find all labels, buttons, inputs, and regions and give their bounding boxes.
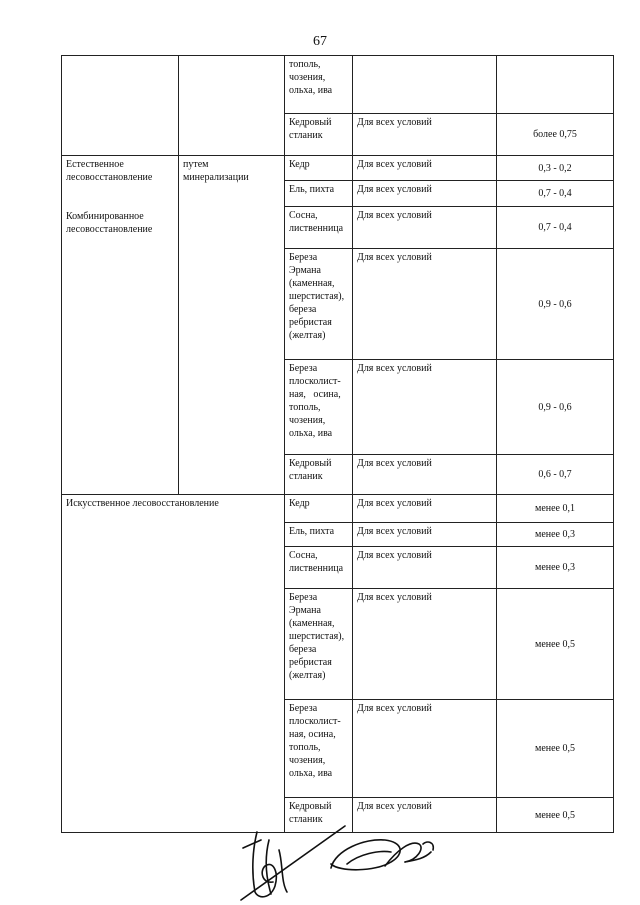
condition-cell-empty bbox=[353, 56, 497, 114]
value-cell: менее 0,5 bbox=[497, 798, 614, 833]
value-cell: менее 0,5 bbox=[497, 589, 614, 700]
condition-cell: Для всех условий bbox=[353, 156, 497, 181]
condition-cell: Для всех условий bbox=[353, 360, 497, 455]
value-cell: 0,9 - 0,6 bbox=[497, 360, 614, 455]
value-cell-empty bbox=[497, 56, 614, 114]
handwritten-signature bbox=[235, 820, 465, 905]
species-cell bbox=[285, 56, 353, 114]
species-line: чозения, bbox=[289, 755, 326, 766]
method-cell-artificial: Искусственное лесовосстановление bbox=[62, 495, 285, 833]
submethod-line: минерализации bbox=[183, 172, 249, 183]
species-cell bbox=[285, 249, 353, 360]
submethod-cell bbox=[179, 156, 285, 495]
species-line: Береза bbox=[289, 703, 318, 714]
value-cell: менее 0,3 bbox=[497, 547, 614, 589]
species-cell bbox=[285, 181, 353, 207]
value-cell: 0,7 - 0,4 bbox=[497, 207, 614, 249]
species-cell bbox=[285, 589, 353, 700]
species-line: тополь, bbox=[289, 402, 321, 413]
species-line: ольха, ива bbox=[289, 768, 333, 779]
species-line: Береза bbox=[289, 363, 318, 374]
value-cell: менее 0,5 bbox=[497, 700, 614, 798]
reforestation-table bbox=[61, 55, 614, 833]
table-row bbox=[62, 156, 614, 181]
method-line: Естественное bbox=[66, 159, 124, 170]
condition-cell: Для всех условий bbox=[353, 495, 497, 523]
species-cell bbox=[285, 455, 353, 495]
value-cell: более 0,75 bbox=[497, 114, 614, 156]
species-line: шерстистая), bbox=[289, 631, 345, 642]
species-line: (желтая) bbox=[289, 670, 326, 681]
table-row bbox=[62, 495, 614, 523]
species-line: Береза bbox=[289, 252, 318, 263]
condition-cell: Для всех условий bbox=[353, 207, 497, 249]
page-number: 67 bbox=[313, 34, 327, 49]
species-cell bbox=[285, 547, 353, 589]
condition-cell: Для всех условий bbox=[353, 249, 497, 360]
value-cell: менее 0,3 bbox=[497, 523, 614, 547]
species-line: стланик bbox=[289, 130, 323, 141]
species-line: Ель, пихта bbox=[289, 526, 335, 537]
species-cell bbox=[285, 700, 353, 798]
species-line: (каменная, bbox=[289, 618, 335, 629]
species-line: тополь, bbox=[289, 59, 321, 70]
method-line: лесовосстановление bbox=[66, 224, 153, 235]
species-line: тополь, bbox=[289, 742, 321, 753]
method-cell-natural bbox=[62, 156, 179, 495]
species-cell bbox=[285, 495, 353, 523]
species-line: Эрмана bbox=[289, 605, 321, 616]
species-line: (каменная, bbox=[289, 278, 335, 289]
species-line: Кедровый bbox=[289, 801, 332, 812]
species-line: лиственница bbox=[289, 563, 344, 574]
species-line: Эрмана bbox=[289, 265, 321, 276]
species-line: Кедровый bbox=[289, 458, 332, 469]
species-line: ольха, ива bbox=[289, 85, 333, 96]
condition-cell: Для всех условий bbox=[353, 181, 497, 207]
species-line: ольха, ива bbox=[289, 428, 333, 439]
method-line: Комбинированное bbox=[66, 211, 144, 222]
species-line: лиственница bbox=[289, 223, 344, 234]
species-line: Сосна, bbox=[289, 550, 318, 561]
value-cell: 0,3 - 0,2 bbox=[497, 156, 614, 181]
value-cell: 0,9 - 0,6 bbox=[497, 249, 614, 360]
species-line: плосколист- bbox=[289, 716, 341, 727]
species-line: Кедр bbox=[289, 159, 310, 170]
condition-cell: Для всех условий bbox=[353, 547, 497, 589]
species-cell bbox=[285, 207, 353, 249]
species-line: Береза bbox=[289, 592, 318, 603]
method-cell-empty bbox=[62, 56, 179, 156]
species-line: стланик bbox=[289, 471, 323, 482]
species-line: Ель, пихта bbox=[289, 184, 335, 195]
value-cell: менее 0,1 bbox=[497, 495, 614, 523]
species-line: береза bbox=[289, 304, 317, 315]
species-line: плосколист- bbox=[289, 376, 341, 387]
table-row bbox=[62, 56, 614, 114]
species-line: Сосна, bbox=[289, 210, 318, 221]
species-cell bbox=[285, 523, 353, 547]
species-line: Кедр bbox=[289, 498, 310, 509]
value-cell: 0,7 - 0,4 bbox=[497, 181, 614, 207]
species-line: ная, осина, bbox=[289, 389, 341, 400]
species-line: Кедровый bbox=[289, 117, 332, 128]
species-line: чозения, bbox=[289, 415, 326, 426]
species-line: ная, осина, bbox=[289, 729, 336, 740]
species-cell bbox=[285, 114, 353, 156]
condition-cell: Для всех условий bbox=[353, 700, 497, 798]
condition-cell: Для всех условий bbox=[353, 455, 497, 495]
condition-cell: Для всех условий bbox=[353, 114, 497, 156]
condition-cell: Для всех условий bbox=[353, 523, 497, 547]
value-cell: 0,6 - 0,7 bbox=[497, 455, 614, 495]
method-line: лесовосстановление bbox=[66, 172, 153, 183]
condition-cell: Для всех условий bbox=[353, 798, 497, 833]
species-cell bbox=[285, 156, 353, 181]
species-line: ребристая bbox=[289, 317, 332, 328]
species-line: шерстистая), bbox=[289, 291, 345, 302]
submethod-cell-empty bbox=[179, 56, 285, 156]
species-line: чозения, bbox=[289, 72, 326, 83]
species-line: ребристая bbox=[289, 657, 332, 668]
species-line: стланик bbox=[289, 814, 323, 825]
species-line: береза bbox=[289, 644, 317, 655]
submethod-line: путем bbox=[183, 159, 209, 170]
condition-cell: Для всех условий bbox=[353, 589, 497, 700]
species-cell bbox=[285, 360, 353, 455]
species-line: (желтая) bbox=[289, 330, 326, 341]
